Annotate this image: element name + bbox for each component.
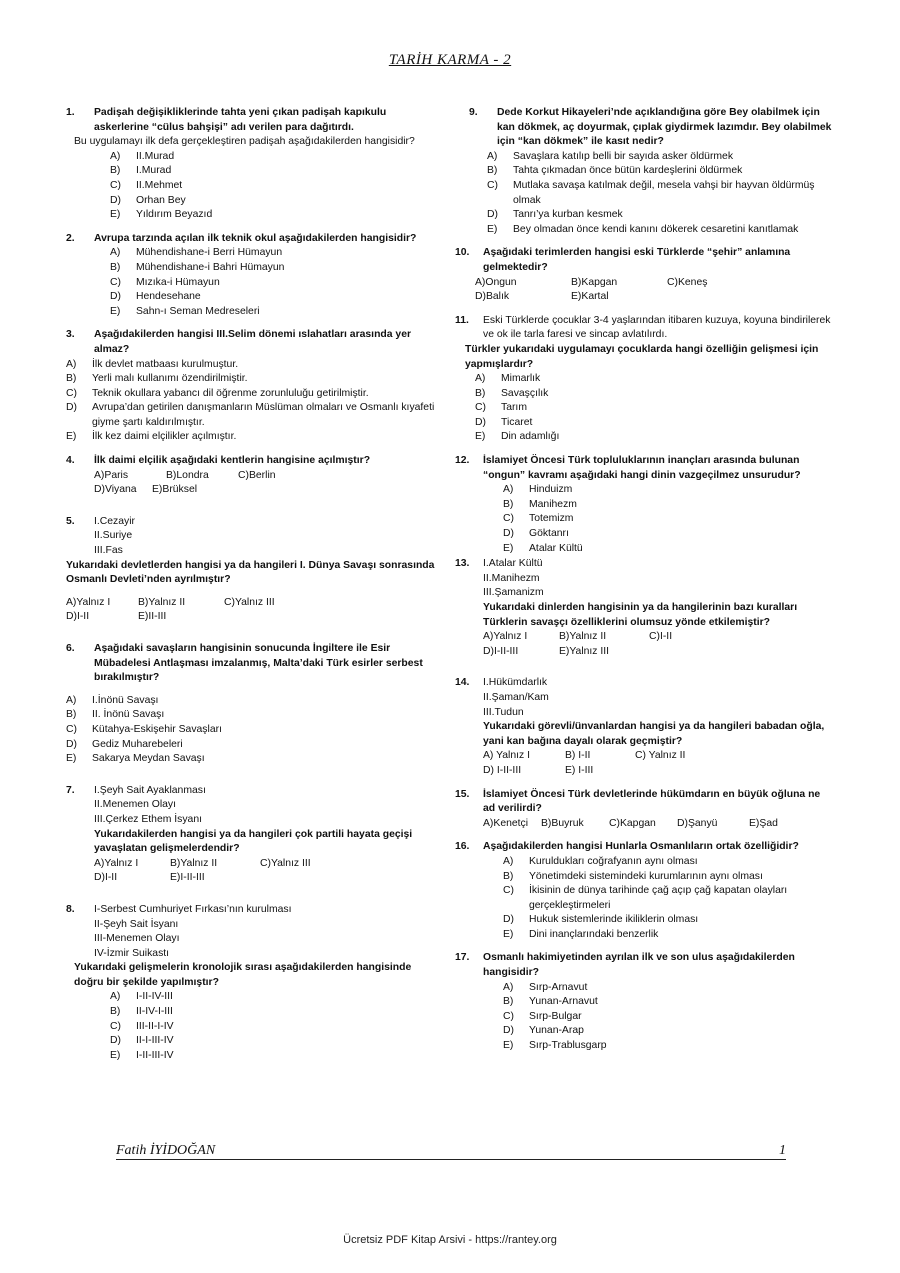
option: B)Yalnız II [138,596,186,608]
option: E) İlk kez daimi elçilikler açılmıştır. [66,431,237,443]
option: C)I-II [649,631,673,643]
question-number: 2. [66,232,75,244]
option: B) Yunan-Arnavut [503,996,598,1008]
premise-item: I-Serbest Cumhuriyet Fırkası’nın kurulması [94,903,292,915]
option: B) Yerli malı kullanımı özendirilmiştir. [66,373,248,385]
option: A) II.Murad [110,150,175,162]
options-list [66,358,436,446]
premise-item: I.Atalar Kültü [483,558,543,570]
footer-author [116,1143,786,1160]
options-grid [66,596,436,625]
right-column [455,106,835,1063]
question-number: 1. [66,107,75,118]
options-list [455,981,835,1054]
option: B) Mühendishane-i Bahri Hümayun [110,261,285,273]
option: A) I.İnönü Savaşı [66,694,159,706]
footer-source: Ücretsiz PDF Kitap Arsivi - https://rantey.org [343,1234,557,1246]
page-number: 1 [779,1143,786,1158]
question-2 [66,232,436,320]
question-number: 13. [455,558,470,570]
option: E) Bey olmadan önce kendi kanını dökerek cesaretini kanıtlamak [487,223,799,235]
option: C) III-II-I-IV [110,1020,174,1032]
option: C) İkisinin de dünya tarihinde çağ açıp çağ kapatan olayları gerçekleştirmeleri [503,885,788,911]
option: C)Berlin [238,469,276,481]
question-5 [66,515,436,625]
option: B) Manihezm [503,498,577,510]
option: D)I-II-III [483,645,519,657]
option: C) Totemizm [503,513,574,525]
option: A)Yalnız I [66,596,111,608]
option: A) Kuruldukları coğrafyanın aynı olması [503,855,698,867]
question-stem: Yukarıdaki dinlerden hangisinin ya da hangilerinin bazı kuralları Türklerin savaşçı özelliklerini olumsuz yönde etkilemiştir? [483,602,798,628]
question-8 [66,903,436,1064]
premise-item: II.Suriye [94,530,133,542]
question-stem: Yukarıdaki gelişmelerin kronolojik sırası aşağıdakilerden hangisinde doğru bir şekilde yapılmıştır? [74,962,412,988]
premise-item: I.Şeyh Sait Ayaklanması [94,784,206,796]
question-stem: İslamiyet Öncesi Türk devletlerinde hükümdarın en büyük oğluna ne ad verilirdi? [483,788,821,815]
question-stem: Türkler yukarıdaki uygulamayı çocuklarda hangi özelliğin gelişmesi için yapmışlardır? [465,343,819,370]
option: C)Kapgan [609,817,656,829]
option: D) Avrupa’dan getirilen danışmanların Müslüman olmaları ve Osmanlı kıyafeti giyme şartı kaldırılmıştır. [66,402,435,428]
option: E) Dini inançlarındaki benzerlik [503,928,659,940]
option: B) I-II [565,750,591,762]
question-11 [455,314,835,445]
option: D) Ticaret [475,416,533,428]
question-3 [66,328,436,445]
option: E)II-III [138,611,167,623]
options-grid [66,469,436,484]
question-intro: Eski Türklerde çocuklar 3-4 yaşlarından itibaren kuzuya, koyuna bindirilerek ve ok ile tarla faresi ve sincap avlatılırdı. [483,314,831,341]
options-list [66,246,436,319]
option: D) Hukuk sistemlerinde ikiliklerin olması [503,914,699,926]
question-14 [455,676,835,778]
option: D) II-I-III-IV [110,1035,174,1047]
question-subtext: Bu uygulamayı ilk defa gerçekleştiren padişah aşağıdakilerden hangisidir? [74,136,415,148]
option: C) Kütahya-Eskişehir Savaşları [66,723,222,735]
option: A) İlk devlet matbaası kurulmuştur. [66,358,239,370]
question-4 [66,454,436,498]
option: A)Yalnız I [94,857,139,869]
option: C) Sırp-Bulgar [503,1010,582,1022]
option: A) I-II-IV-III [110,991,173,1003]
option: C)Yalnız III [260,857,311,869]
options-grid [483,749,835,778]
option: A) Hinduizm [503,484,573,496]
option: B) Yönetimdeki sistemindeki kurumlarının aynı olması [503,870,763,882]
option: B) II-IV-I-III [110,1006,173,1018]
option: A)Yalnız I [483,631,528,643]
options-grid [483,817,835,832]
question-stem: Yukarıdaki devletlerden hangisi ya da hangileri I. Dünya Savaşı sonrasında Osmanlı Devleti’nden ayrılmıştır? [66,559,435,586]
options-grid [455,276,835,305]
premise-item: IV-İzmir Suikastı [94,947,170,959]
question-stem: İlk daimi elçilik aşağıdaki kentlerin hangisine açılmıştır? [94,455,371,467]
option: A) Sırp-Arnavut [503,981,588,993]
option: B)Londra [166,469,209,481]
question-stem: Yukarıdaki görevli/ünvanlardan hangisi ya da hangileri babadan oğla, yani kan bağına dayalı olarak geçmiştir? [483,721,825,747]
option: E)Brüksel [152,484,198,496]
question-number: 6. [66,643,75,654]
option: D) Tanrı’ya kurban kesmek [487,209,623,221]
option: E) Sırp-Trablusgarp [503,1040,607,1052]
option: D) Orhan Bey [110,194,186,206]
option: C) Teknik okullara yabancı dil öğrenme zorunluluğu getirilmiştir. [66,387,369,399]
question-stem: Aşağıdaki terimlerden hangisi eski Türklerde “şehir” anlamına gelmektedir? [483,247,791,273]
question-7 [66,784,436,886]
options-list [455,150,835,238]
question-number: 16. [455,841,470,853]
question-number: 15. [455,788,470,800]
premise-item: III.Şamanizm [483,587,544,599]
question-stem: Aşağıdakilerden hangisi III.Selim dönemi ıslahatları arasında yer almaz? [94,329,412,355]
premise-item: III.Tudun [483,706,524,718]
question-number: 9. [469,107,478,118]
premise-item: II.Manihezm [483,572,540,584]
option: E) Sahn-ı Seman Medreseleri [110,305,260,317]
option: A)Paris [94,469,129,481]
option: A)Kenetçi [483,817,529,829]
question-17 [455,951,835,1053]
question-13 [455,557,835,659]
question-stem: Dede Korkut Hikayeleri’nde açıklandığına göre Bey olabilmek için kan dökmek, aç doyurmak, çıplak giydirmek lazımdır. Bey olabilmek için “kan dökmek” ile kasıt nedir? [497,107,832,148]
premise-item: III.Çerkez Ethem İsyanı [94,813,202,825]
premise-item: II.Şaman/Kam [483,691,549,703]
option: E) Yıldırım Beyazıd [110,209,213,221]
page-title: TARİH KARMA - 2 [388,52,512,68]
question-stem: Padişah değişikliklerinde tahta yeni çıkan padişah kapıkulu askerlerine “cülus bahşişi” adı verilen para dağıtırdı. [94,107,387,133]
question-stem: İslamiyet Öncesi Türk topluluklarının inançları arasında bulunan “ongun” kavramı aşağıdaki hangi dinin vazgeçilmez unsurudur? [483,455,801,481]
options-list [66,990,436,1063]
option: B)Buyruk [541,817,584,829]
options-list [455,372,835,445]
option: E) Din adamlığı [475,431,560,443]
question-number: 3. [66,329,75,341]
premise-list [94,515,436,559]
options-grid [66,483,436,498]
question-number: 7. [66,784,75,796]
options-list [66,150,436,223]
option: C) Mutlaka savaşa katılmak değil, mesela vahşi bir hayvan öldürmüş olmak [487,179,815,206]
question-stem: Yukarıdakilerden hangisi ya da hangileri çok partili hayata geçişi yavaşlatan gelişmelerdendir? [94,828,413,855]
option: E) I-II-III-IV [110,1049,174,1061]
question-16 [455,840,835,942]
option: A) Savaşlara katılıp belli bir sayıda asker öldürmek [487,150,734,162]
option: D) Yunan-Arap [503,1025,584,1037]
option: A)Ongun [475,276,517,288]
premise-item: II.Menemen Olayı [94,799,177,811]
question-number: 8. [66,903,75,915]
option: E)Yalnız III [559,645,610,657]
option: C) II.Mehmet [110,179,183,191]
author-name: Fatih İYİDOĞAN [116,1143,216,1158]
option: C) Yalnız II [635,750,686,762]
option: D)I-II [66,611,90,623]
options-list [66,694,436,767]
option: D) Göktanrı [503,528,569,540]
premise-item: III-Menemen Olayı [94,933,180,945]
option: C)Keneş [667,276,708,288]
question-stem: Aşağıdakilerden hangisi Hunlarla Osmanlıların ortak özelliğidir? [483,841,799,853]
option: A) Yalnız I [483,750,530,762]
option: E)Şad [749,817,778,829]
question-1 [66,106,436,223]
left-column [66,106,436,1072]
question-number: 11. [455,314,469,326]
option: D)Şanyü [677,817,718,829]
option: E)Kartal [571,291,609,303]
option: B)Yalnız II [170,857,218,869]
option: D)Balık [475,291,510,303]
premise-item: I.Cezayir [94,515,135,527]
question-number: 14. [455,677,470,689]
question-stem: Avrupa tarzında açılan ilk teknik okul aşağıdakilerden hangisidir? [94,232,417,244]
question-9 [455,106,835,237]
premise-item: II-Şeyh Sait İsyanı [94,918,179,930]
option: E) Atalar Kültü [503,542,583,554]
question-stem: Osmanlı hakimiyetinden ayrılan ilk ve son ulus aşağıdakilerden hangisidir? [483,952,795,979]
question-15 [455,788,835,832]
option: B) II. İnönü Savaşı [66,709,165,721]
options-list [455,855,835,943]
option: B)Yalnız II [559,631,607,643]
question-number: 4. [66,455,75,467]
question-stem: Aşağıdaki savaşların hangisinin sonucunda İngiltere ile Esir Mübadelesi Antlaşması imzalanmış, Malta’daki Türk esirler serbest bırakılmıştır? [94,643,423,684]
option: B) I.Murad [110,165,172,177]
option: D)I-II [94,872,118,884]
question-12 [455,454,835,556]
premise-item: I.Hükümdarlık [483,677,548,689]
question-number: 10. [455,247,470,259]
option: D)Viyana [94,484,137,496]
premise-item: III.Fas [94,545,123,557]
question-number: 17. [455,952,470,964]
question-10 [455,246,835,304]
question-number: 5. [66,515,75,527]
options-grid [94,857,436,886]
option: A) Mühendishane-i Berri Hümayun [110,247,283,259]
question-number: 12. [455,455,470,467]
option: A) Mimarlık [475,373,541,385]
option: D) Gediz Muharebeleri [66,738,183,750]
option: D) I-II-III [483,764,522,776]
option: B) Tahta çıkmadan önce bütün kardeşlerini öldürmek [487,165,743,177]
option: B)Kapgan [571,276,618,288]
option: C) Mızıka-i Hümayun [110,276,220,288]
options-grid [483,630,835,659]
options-list [455,483,835,556]
option: C)Yalnız III [224,596,275,608]
option: E) Sakarya Meydan Savaşı [66,753,205,765]
option: B) Savaşçılık [475,387,549,399]
option: D) Hendesehane [110,291,201,303]
option: C) Tarım [475,402,527,414]
option: E)I-II-III [170,872,205,884]
question-6 [66,642,436,767]
option: E) I-III [565,764,594,776]
